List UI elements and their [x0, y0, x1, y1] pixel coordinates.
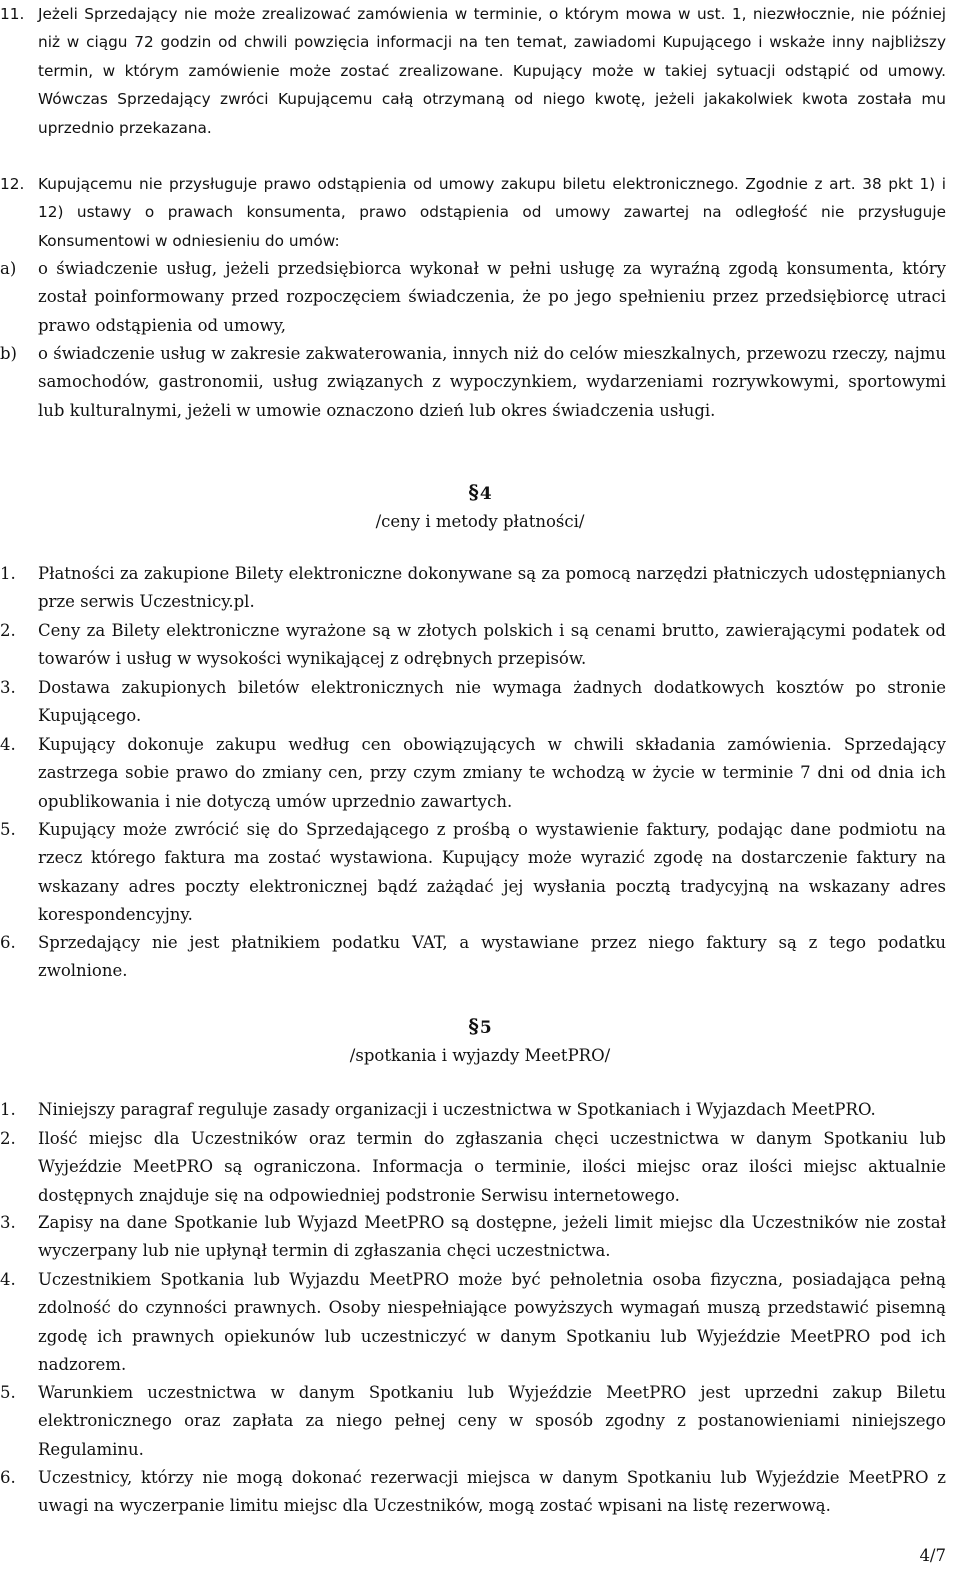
sub-item-text: o świadczenie usług, jeżeli przedsiębiorca wykonał w pełni usługę za wyraźną zgodą konsumenta, który został poinformowany przed rozpoczęciem świadczenia, że po jego spełnieniu przez przedsiębiorcę utraci prawo odstąpienia od umowy,: [38, 259, 946, 335]
item-number: 2.: [0, 1129, 16, 1148]
item-number: 3.: [0, 678, 16, 697]
paragraph-number: [468, 478, 491, 508]
list-item: [0, 816, 946, 930]
section-symbol: §: [468, 480, 479, 504]
item-number: 6.: [0, 1468, 16, 1487]
list-item: [0, 731, 946, 816]
sub-item: [0, 340, 946, 425]
list-item: [0, 617, 946, 674]
item-number: 2.: [0, 621, 16, 640]
item-number: 1.: [0, 564, 16, 583]
section-heading: [0, 1012, 960, 1070]
list-item: [0, 1125, 946, 1210]
list-item: [0, 1379, 946, 1464]
item-number: 12.: [0, 175, 25, 193]
item-text: Kupujący może zwrócić się do Sprzedającego z prośbą o wystawienie faktury, podając dane podmiotu na rzecz którego faktura ma zostać wystawiona. Kupujący może wyrazić zgodę na dostarczenie faktury na wskazany adres poczty elektronicznej bądź zażądać jej wysłania pocztą tradycyjną na wskazany adres korespondencyjny.: [38, 820, 946, 925]
list-item: [0, 929, 946, 986]
item-text: Ceny za Bilety elektroniczne wyrażone są w złotych polskich i są cenami brutto, zawierającymi podatek od towarów i usług w wysokości wynikającej z odrębnych przepisów.: [38, 621, 946, 669]
list-item: [0, 170, 946, 255]
item-text: Zapisy na dane Spotkanie lub Wyjazd MeetPRO są dostępne, jeżeli limit miejsc dla Uczestników nie został wyczerpany lub nie upłynął termin di zgłaszania chęci uczestnictwa.: [38, 1213, 946, 1261]
sub-item-text: o świadczenie usług w zakresie zakwaterowania, innych niż do celów mieszkalnych, przewozu rzeczy, najmu samochodów, gastronomii, usług związanych z wypoczynkiem, wydarzeniami rozrywkowymi, sportowymi lub kulturalnymi, jeżeli w umowie oznaczono dzień lub okres świadczenia usługi.: [38, 344, 946, 420]
sub-item-mark: a): [0, 259, 17, 278]
list-item: [0, 560, 946, 617]
item-text: Kupującemu nie przysługuje prawo odstąpienia od umowy zakupu biletu elektronicznego. Zgodnie z art. 38 pkt 1) i 12) ustawy o prawach konsumenta, prawo odstąpienia od umowy zawartej na odległość nie przysługuje Konsumentowi w odniesieniu do umów:: [38, 175, 946, 250]
item-text: Uczestnikiem Spotkania lub Wyjazdu MeetPRO może być pełnoletnia osoba fizyczna, posiadająca pełną zdolność do czynności prawnych. Osoby niespełniające powyższych wymagań muszą przedstawić pisemną zgodę ich prawnych opiekunów lub uczestniczyć w danym Spotkaniu lub Wyjeździe MeetPRO pod ich nadzorem.: [38, 1270, 946, 1375]
paragraph-number: [468, 1012, 491, 1042]
section-symbol: §: [468, 1014, 479, 1038]
item-text: Uczestnicy, którzy nie mogą dokonać rezerwacji miejsca w danym Spotkaniu lub Wyjeździe MeetPRO z uwagi na wyczerpanie limitu miejsc dla Uczestników, mogą zostać wpisani na listę rezerwową.: [38, 1468, 946, 1516]
list-item: [0, 1209, 946, 1266]
sub-item: [0, 255, 946, 340]
sub-item-mark: b): [0, 344, 17, 363]
item-text: Niniejszy paragraf reguluje zasady organizacji i uczestnictwa w Spotkaniach i Wyjazdach MeetPRO.: [38, 1100, 876, 1119]
page-number: 4/7: [919, 1546, 946, 1565]
section-subtitle: /ceny i metody płatności/: [375, 512, 585, 531]
list-item: [0, 1096, 946, 1124]
item-text: Jeżeli Sprzedający nie może zrealizować zamówienia w terminie, o którym mowa w ust. 1, niezwłocznie, nie później niż w ciągu 72 godzin od chwili powzięcia informacji na ten temat, zawiadomi Kupującego i wskaże inny najbliższy termin, w którym zamówienie może zostać zrealizowane. Kupujący może w takiej sytuacji odstąpić od umowy. Wówczas Sprzedający zwróci Kupującemu całą otrzymaną od niego kwotę, jeżeli jakakolwiek kwota została mu uprzednio przekazana.: [38, 5, 946, 137]
item-number: 3.: [0, 1213, 16, 1232]
list-item: [0, 0, 946, 142]
section-heading: [0, 478, 960, 536]
item-number: 6.: [0, 933, 16, 952]
item-text: Warunkiem uczestnictwa w danym Spotkaniu lub Wyjeździe MeetPRO jest uprzedni zakup Biletu elektronicznego oraz zapłata za niego pełnej ceny w sposób zgodny z postanowieniami niniejszego Regulaminu.: [38, 1383, 946, 1459]
item-number: 4.: [0, 735, 16, 754]
list-item: [0, 674, 946, 731]
section-number: 5: [479, 1018, 492, 1038]
item-text: Ilość miejsc dla Uczestników oraz termin do zgłaszania chęci uczestnictwa w danym Spotkaniu lub Wyjeździe MeetPRO są ograniczona. Informacja o terminie, ilości miejsc oraz ilości miejsc aktualnie dostępnych znajduje się na odpowiedniej podstronie Serwisu internetowego.: [38, 1129, 946, 1205]
list-item: [0, 1464, 946, 1521]
section-number: 4: [479, 484, 492, 504]
section-subtitle: /spotkania i wyjazdy MeetPRO/: [349, 1046, 611, 1065]
item-text: Sprzedający nie jest płatnikiem podatku VAT, a wystawiane przez niego faktury są z tego podatku zwolnione.: [38, 933, 946, 981]
item-number: 11.: [0, 5, 25, 23]
item-number: 5.: [0, 1383, 16, 1402]
item-text: Kupujący dokonuje zakupu według cen obowiązujących w chwili składania zamówienia. Sprzedający zastrzega sobie prawo do zmiany cen, przy czym zmiany te wchodzą w życie w terminie 7 dni od dnia ich opublikowania i nie dotyczą umów uprzednio zawartych.: [38, 735, 946, 811]
item-number: 1.: [0, 1100, 16, 1119]
item-number: 4.: [0, 1270, 16, 1289]
list-item: [0, 1266, 946, 1380]
item-number: 5.: [0, 820, 16, 839]
item-text: Dostawa zakupionych biletów elektronicznych nie wymaga żadnych dodatkowych kosztów po stronie Kupującego.: [38, 678, 946, 726]
item-text: Płatności za zakupione Bilety elektroniczne dokonywane są za pomocą narzędzi płatniczych udostępnianych prze serwis Uczestnicy.pl.: [38, 564, 946, 612]
